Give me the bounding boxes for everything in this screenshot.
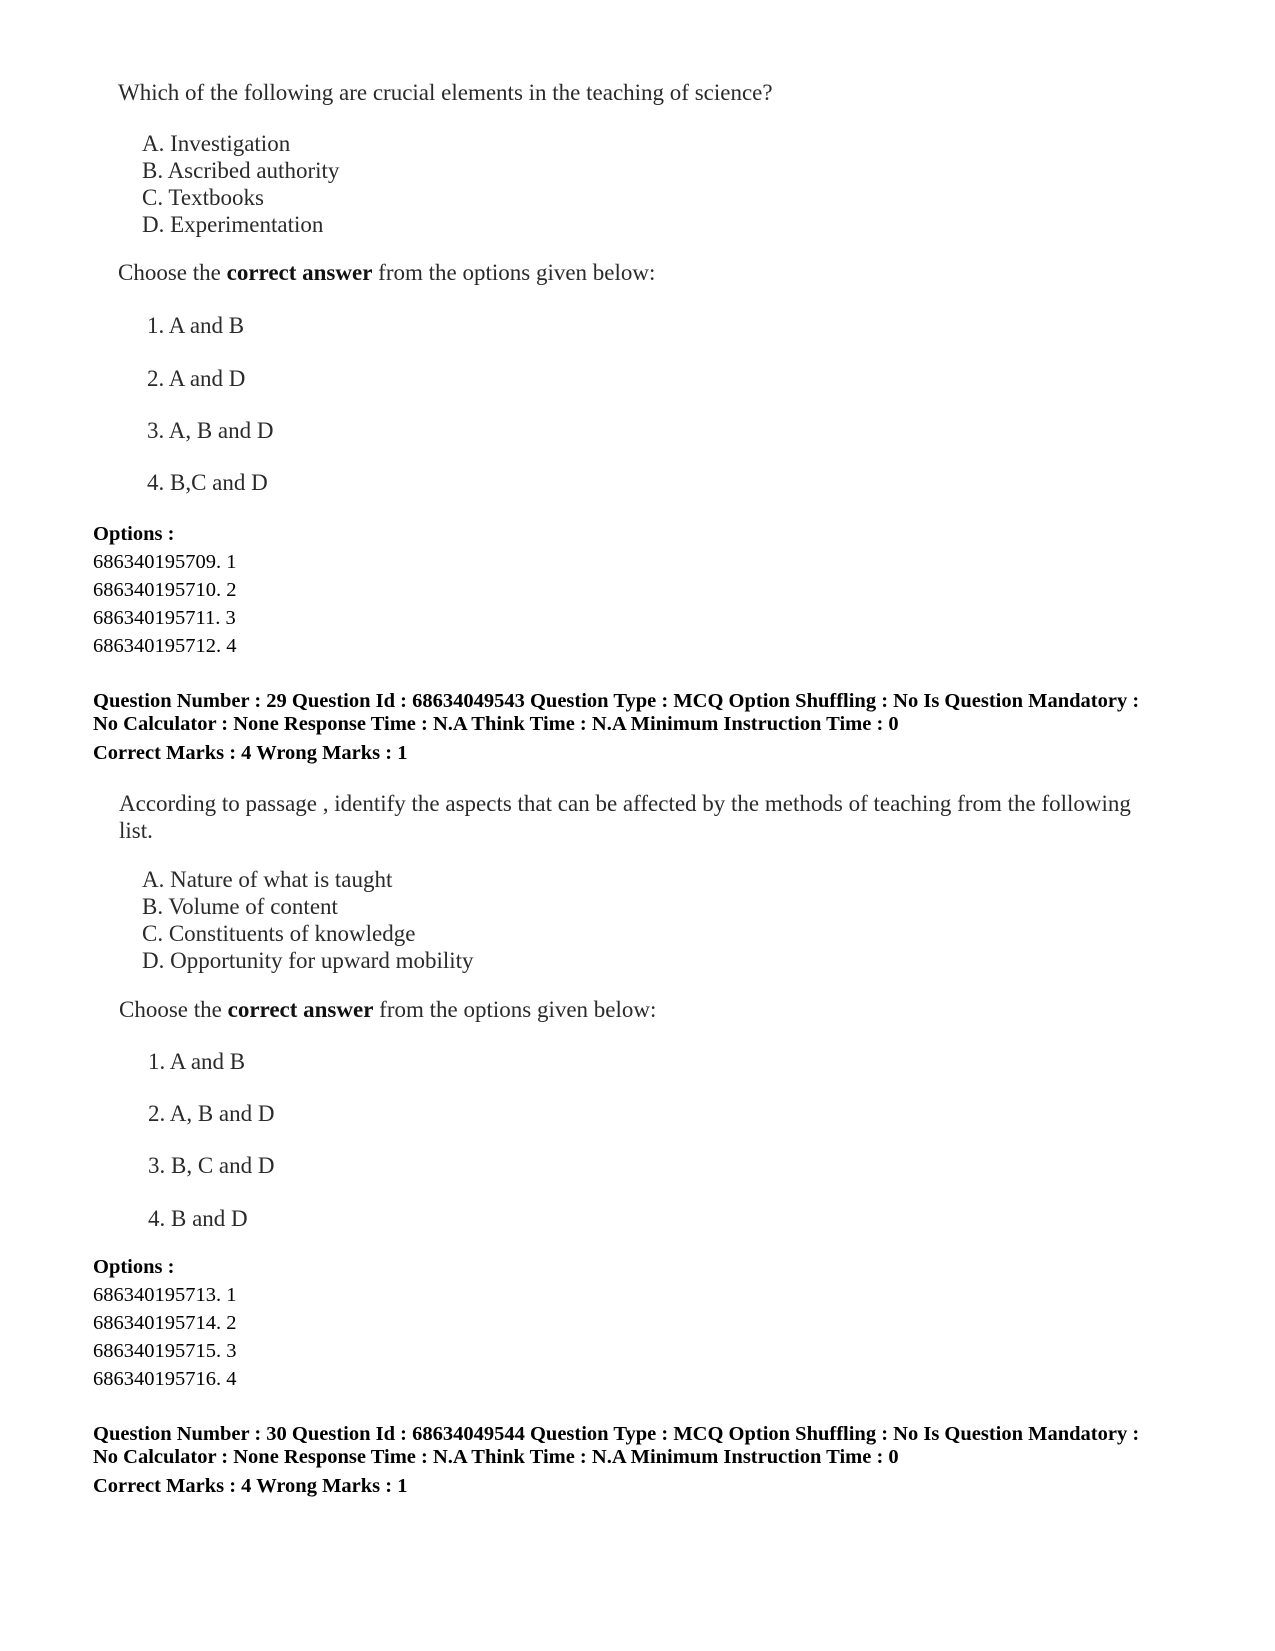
q28-instruction-pre: Choose the xyxy=(118,260,227,285)
q28-statement-a: A. Investigation xyxy=(142,131,291,156)
q29-choice-2: 2. A, B and D xyxy=(148,1101,275,1126)
q29-instruction-post: from the options given below: xyxy=(373,997,657,1022)
q29-question-line1: According to passage , identify the aspects that can be affected by the methods of teaching from the following xyxy=(119,791,1131,816)
q28-instruction-post: from the options given below: xyxy=(372,260,656,285)
q28-option-3: 686340195711. 3 xyxy=(93,607,236,629)
q29-choice-4: 4. B and D xyxy=(148,1206,248,1231)
q29-option-3: 686340195715. 3 xyxy=(93,1340,237,1362)
q28-option-2: 686340195710. 2 xyxy=(93,579,237,601)
q29-meta-line2: No Calculator : None Response Time : N.A Think Time : N.A Minimum Instruction Time : 0 xyxy=(93,713,899,735)
q30-meta-line2: No Calculator : None Response Time : N.A Think Time : N.A Minimum Instruction Time : 0 xyxy=(93,1446,899,1468)
q29-choice-3: 3. B, C and D xyxy=(148,1153,275,1178)
q28-options-label: Options : xyxy=(93,523,175,545)
q28-option-4: 686340195712. 4 xyxy=(93,635,237,657)
q29-option-4: 686340195716. 4 xyxy=(93,1368,237,1390)
q28-choice-1: 1. A and B xyxy=(147,313,245,338)
q29-statement-c: C. Constituents of knowledge xyxy=(142,921,416,946)
q28-choice-2: 2. A and D xyxy=(147,366,246,391)
q29-meta-line1: Question Number : 29 Question Id : 68634049543 Question Type : MCQ Option Shuffling : No Is Question Mandatory : xyxy=(93,690,1140,712)
q29-option-2: 686340195714. 2 xyxy=(93,1312,237,1334)
q29-option-1: 686340195713. 1 xyxy=(93,1284,237,1306)
q30-marks: Correct Marks : 4 Wrong Marks : 1 xyxy=(93,1475,408,1497)
q28-statement-d: D. Experimentation xyxy=(142,212,324,237)
q28-instruction-bold: correct answer xyxy=(226,260,373,285)
q29-question-line2: list. xyxy=(119,818,153,843)
q29-statement-d: D. Opportunity for upward mobility xyxy=(142,948,474,973)
q29-instruction-bold: correct answer xyxy=(227,997,374,1022)
q29-instruction-pre: Choose the xyxy=(119,997,228,1022)
q28-statement-b: B. Ascribed authority xyxy=(142,158,340,183)
q29-options-label: Options : xyxy=(93,1256,175,1278)
q28-option-1: 686340195709. 1 xyxy=(93,551,237,573)
q30-meta-line1: Question Number : 30 Question Id : 68634049544 Question Type : MCQ Option Shuffling : No Is Question Mandatory : xyxy=(93,1423,1140,1445)
q28-choice-3: 3. A, B and D xyxy=(147,418,274,443)
q28-question-text: Which of the following are crucial elements in the teaching of science? xyxy=(118,80,773,105)
q28-statement-c: C. Textbooks xyxy=(142,185,264,210)
q28-choice-4: 4. B,C and D xyxy=(147,470,268,495)
q28-instruction xyxy=(118,260,655,286)
q29-statement-b: B. Volume of content xyxy=(142,894,338,919)
q29-marks: Correct Marks : 4 Wrong Marks : 1 xyxy=(93,742,408,764)
q29-statement-a: A. Nature of what is taught xyxy=(142,867,393,892)
q29-instruction xyxy=(119,997,656,1023)
q29-choice-1: 1. A and B xyxy=(148,1049,246,1074)
